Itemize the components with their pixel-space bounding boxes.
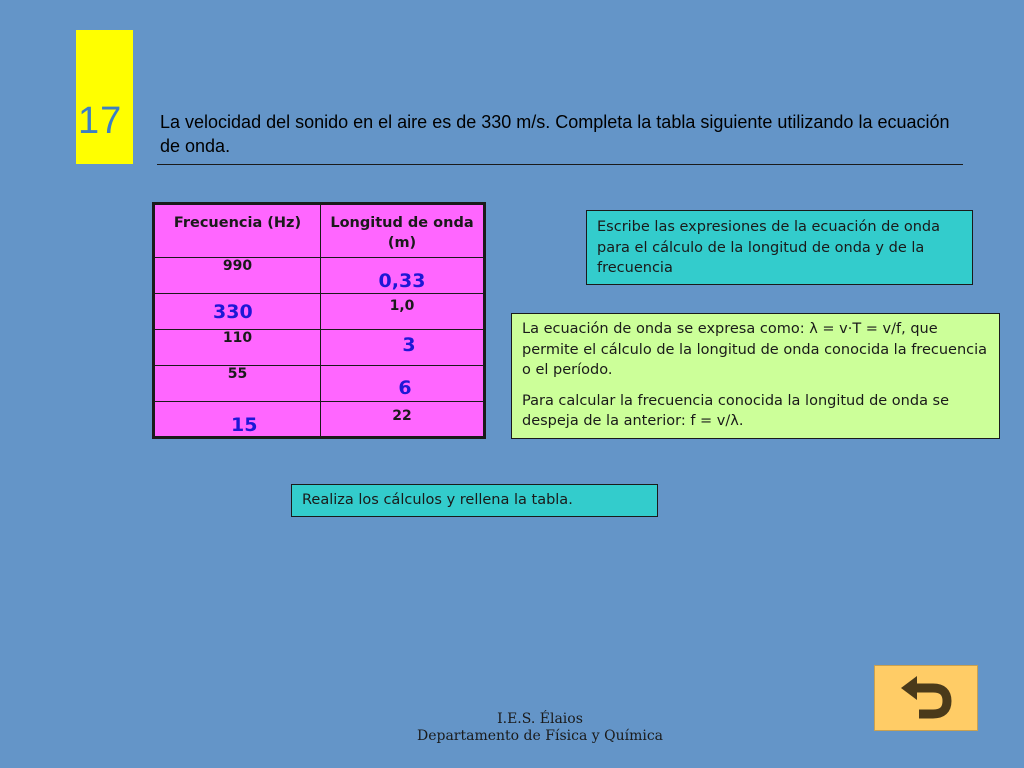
frequency-cell: 990: [154, 258, 321, 294]
task-box: Realiza los cálculos y rellena la tabla.: [291, 484, 658, 517]
table-row: [154, 330, 485, 366]
frequency-cell: 110: [154, 330, 321, 366]
slide-heading: La velocidad del sonido en el aire es de 330 m/s. Completa la tabla siguiente utilizando la ecuación de onda.: [160, 112, 950, 156]
footer: [340, 711, 740, 745]
wavelength-answer: 3: [321, 330, 485, 366]
wavelength-cell: 22: [321, 402, 485, 438]
table-row: [154, 258, 485, 294]
frequency-cell: 55: [154, 366, 321, 402]
footer-school: I.E.S. Élaios: [497, 711, 583, 727]
frequency-answer: 330: [154, 294, 321, 330]
slide-number-box: [76, 30, 133, 164]
table-row: [154, 402, 485, 438]
header-frequency: Frecuencia (Hz): [154, 204, 321, 258]
slide-number: 17: [78, 100, 123, 142]
footer-department: Departamento de Física y Química: [416, 728, 664, 744]
table-header-row: [154, 204, 485, 258]
instruction-box: Escribe las expresiones de la ecuación de onda para el cálculo de la longitud de onda y de la frecuencia: [586, 210, 973, 285]
heading-divider: [157, 164, 963, 165]
frequency-wavelength-table: [152, 202, 486, 439]
wavelength-answer: 0,33: [321, 258, 485, 294]
frequency-answer: 15: [154, 402, 321, 438]
wavelength-answer: 6: [321, 366, 485, 402]
back-button[interactable]: [874, 665, 978, 731]
table-row: [154, 294, 485, 330]
table-row: [154, 366, 485, 402]
wavelength-cell: 1,0: [321, 294, 485, 330]
explanation-wave-equation: La ecuación de onda se expresa como: λ = v·T = v/f, que permite el cálculo de la longitud de onda conocida la frecuencia o el período.: [522, 321, 988, 378]
explanation-box: [511, 313, 1000, 439]
header-wavelength: Longitud de onda (m): [321, 204, 485, 258]
explanation-frequency: Para calcular la frecuencia conocida la longitud de onda se despeja de la anterior: f = v/λ.: [522, 392, 950, 429]
